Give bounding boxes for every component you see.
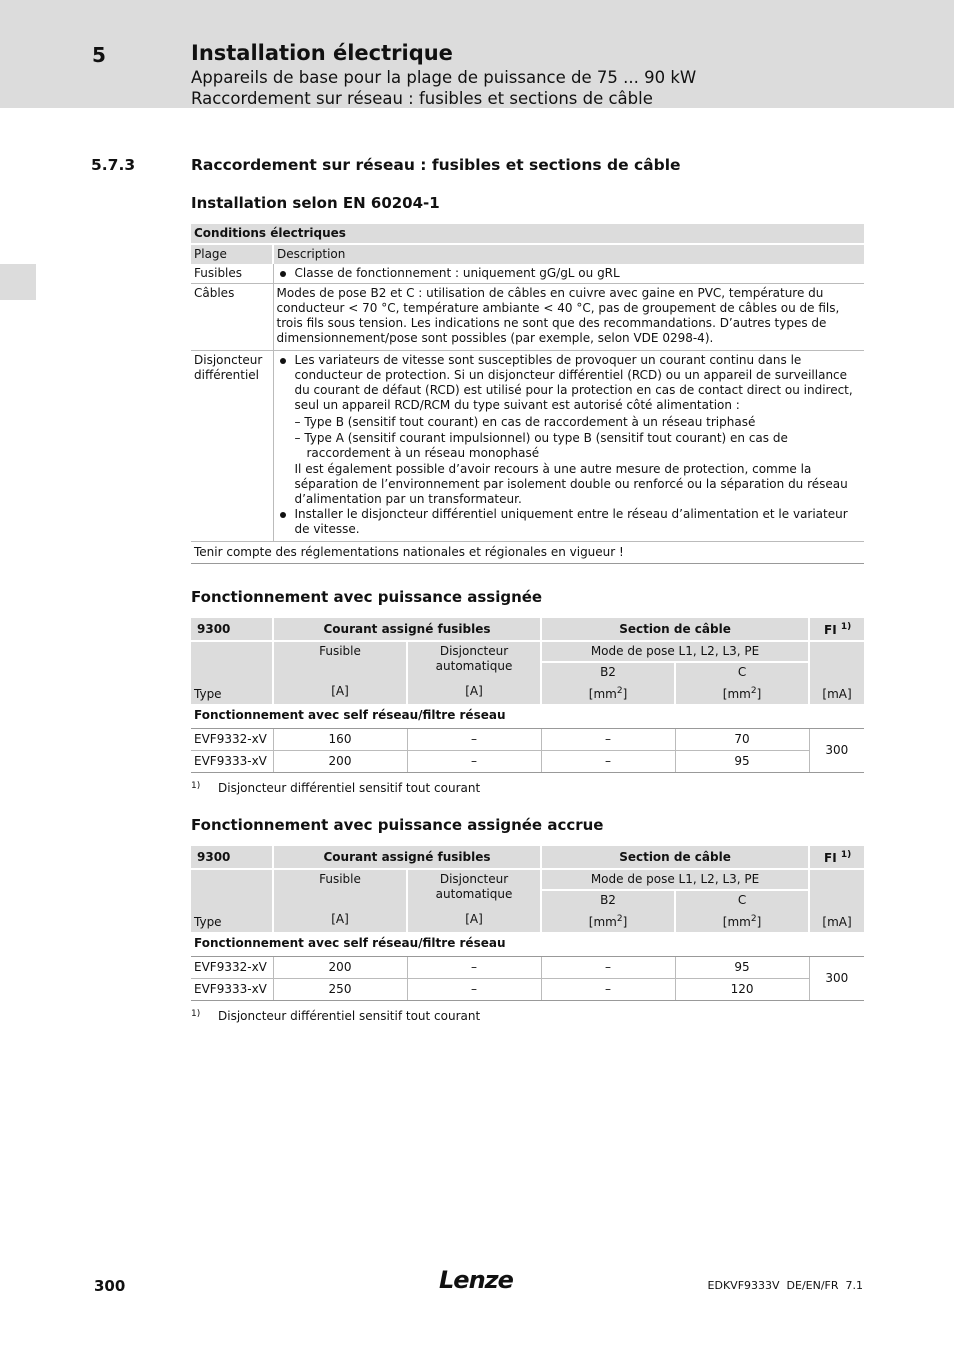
cable-group-header: Section de câble	[541, 618, 809, 641]
breaker-unit: [A]	[407, 682, 541, 704]
table-row-type: EVF9332-xV	[191, 728, 273, 750]
install-heading: Installation selon EN 60204-1	[191, 194, 440, 212]
model-header: 9300	[191, 618, 273, 641]
fi-unit: [mA]	[809, 869, 864, 932]
table-row-fuse: 250	[273, 978, 407, 1000]
cable-group-header: Section de câble	[541, 846, 809, 869]
chapter-side-tab	[0, 264, 36, 300]
b2-header: B2	[541, 662, 675, 682]
breaker-header: Disjoncteur automatique	[407, 869, 541, 910]
table-row-type: EVF9333-xV	[191, 750, 273, 772]
table-row-fuse: 200	[273, 956, 407, 978]
fi-value: 300	[809, 728, 864, 772]
chapter-subtitle-2: Raccordement sur réseau : fusibles et sections de câble	[191, 89, 653, 108]
lenze-logo: Lenze	[439, 1266, 513, 1294]
table-row-c: 95	[675, 956, 809, 978]
c-header: C	[675, 890, 809, 910]
fuse-unit: [A]	[273, 910, 407, 932]
fi-header: FI $^{1)}$	[809, 846, 864, 869]
cables-desc: Modes de pose B2 et C : utilisation de câbles en cuivre avec gaine en PVC, température du conducteur < 70 °C, température ambiante < 40 °C, pas de groupement de câbles ou de fils, trois fils sous tension. Les indications ne sont que des recommandations. D’autres types de dimensionnement/pose sont possibles (par exemple, selon VDE 0298-4).	[273, 284, 864, 351]
conditions-footer: Tenir compte des réglementations nationales et régionales en vigueur !	[191, 542, 864, 564]
group-row: Fonctionnement avec self réseau/filtre réseau	[191, 704, 864, 728]
conditions-title: Conditions électriques	[191, 224, 864, 244]
fuses-bullet: Classe de fonctionnement : uniquement gG/gL ou gRL	[277, 266, 862, 281]
increased-footnote: $^{1)}$ Disjoncteur différentiel sensitif tout courant	[191, 1009, 481, 1023]
table-row-breaker: –	[407, 728, 541, 750]
c-unit: $[mm^2]$	[675, 682, 809, 704]
table-row-fuse: 160	[273, 728, 407, 750]
fi-unit: [mA]	[809, 641, 864, 704]
rcd-extra: Il est également possible d’avoir recours à une autre mesure de protection, comme la séparation de l’environnement par isolement double ou renforcé ou la séparation du réseau d’alimentation par un transformateur.	[294, 462, 848, 506]
bullet-icon	[280, 358, 286, 364]
rcd-bullet-1: Les variateurs de vitesse sont susceptibles de provoquer un courant continu dans le conducteur de protection. Si un disjoncteur différentiel (RCD) ou un appareil de surveillance du courant de défaut (RCD) est utilisé pour la protection en cas de contact direct ou indirect, seul un appareil RCD/RCM du type suivant est autorisé côté alimentation : – Type B (sensitif tout courant) en cas de raccordement à un réseau triphasé – Type A (sensitif courant impulsionnel) ou type B (sensitif tout courant) en cas de raccordement à un réseau monophasé Il est également possible d’avoir recours à une autre mesure de protection, comme la séparation de l’environnement par isolement double ou renforcé ou la séparation du réseau d’alimentation par un transformateur.	[277, 353, 862, 507]
rated-footnote: $^{1)}$ Disjoncteur différentiel sensitif tout courant	[191, 781, 481, 795]
breaker-header: Disjoncteur automatique	[407, 641, 541, 682]
rcd-label: Disjoncteur différentiel	[191, 351, 273, 542]
table-row-b2: –	[541, 956, 675, 978]
fuses-desc	[273, 264, 864, 284]
table-row-c: 95	[675, 750, 809, 772]
fuse-header: Fusible	[273, 869, 407, 910]
col-desc-header: Description	[273, 244, 864, 264]
chapter-title: Installation électrique	[191, 41, 453, 65]
page-number: 300	[94, 1277, 126, 1295]
fi-value: 300	[809, 956, 864, 1000]
c-unit: $[mm^2]$	[675, 910, 809, 932]
bullet-icon	[280, 271, 286, 277]
type-header: Type	[191, 641, 273, 704]
increased-heading: Fonctionnement avec puissance assignée accrue	[191, 816, 604, 834]
table-row-c: 70	[675, 728, 809, 750]
table-row-b2: –	[541, 750, 675, 772]
fuse-group-header: Courant assigné fusibles	[273, 846, 541, 869]
conditions-table	[191, 224, 864, 564]
rcd-dash-2: – Type A (sensitif courant impulsionnel) ou type B (sensitif tout courant) en cas de raccordement à un réseau monophasé	[294, 431, 788, 460]
model-header: 9300	[191, 846, 273, 869]
b2-header: B2	[541, 890, 675, 910]
table-row-breaker: –	[407, 956, 541, 978]
b2-unit: $[mm^2]$	[541, 682, 675, 704]
b2-unit: $[mm^2]$	[541, 910, 675, 932]
table-row-breaker: –	[407, 750, 541, 772]
table-row-b2: –	[541, 728, 675, 750]
col-range-header: Plage	[191, 244, 273, 264]
bullet-icon	[280, 512, 286, 518]
chapter-subtitle-1: Appareils de base pour la plage de puissance de 75 ... 90 kW	[191, 68, 697, 87]
table-row-fuse: 200	[273, 750, 407, 772]
rcd-dash-1: – Type B (sensitif tout courant) en cas de raccordement à un réseau triphasé	[294, 415, 756, 429]
rcd-bullet-2: Installer le disjoncteur différentiel uniquement entre le réseau d’alimentation et le variateur de vitesse.	[277, 507, 862, 537]
breaker-unit: [A]	[407, 910, 541, 932]
table-row-b2: –	[541, 978, 675, 1000]
section-number: 5.7.3	[91, 156, 136, 174]
chapter-number: 5	[92, 43, 106, 67]
cables-label: Câbles	[191, 284, 273, 351]
document-id: EDKVF9333V DE/EN/FR 7.1	[707, 1279, 863, 1292]
c-header: C	[675, 662, 809, 682]
rcd-desc	[273, 351, 864, 542]
rated-fuse-table	[191, 618, 864, 773]
fuses-label: Fusibles	[191, 264, 273, 284]
fuse-group-header: Courant assigné fusibles	[273, 618, 541, 641]
table-row-type: EVF9333-xV	[191, 978, 273, 1000]
type-header: Type	[191, 869, 273, 932]
table-row-c: 120	[675, 978, 809, 1000]
table-row-breaker: –	[407, 978, 541, 1000]
laying-mode-header: Mode de pose L1, L2, L3, PE	[541, 869, 809, 890]
table-row-type: EVF9332-xV	[191, 956, 273, 978]
fi-header: FI $^{1)}$	[809, 618, 864, 641]
section-title: Raccordement sur réseau : fusibles et sections de câble	[191, 156, 681, 174]
laying-mode-header: Mode de pose L1, L2, L3, PE	[541, 641, 809, 662]
fuse-header: Fusible	[273, 641, 407, 682]
group-row: Fonctionnement avec self réseau/filtre réseau	[191, 932, 864, 956]
rated-heading: Fonctionnement avec puissance assignée	[191, 588, 543, 606]
fuse-unit: [A]	[273, 682, 407, 704]
increased-fuse-table	[191, 846, 864, 1001]
